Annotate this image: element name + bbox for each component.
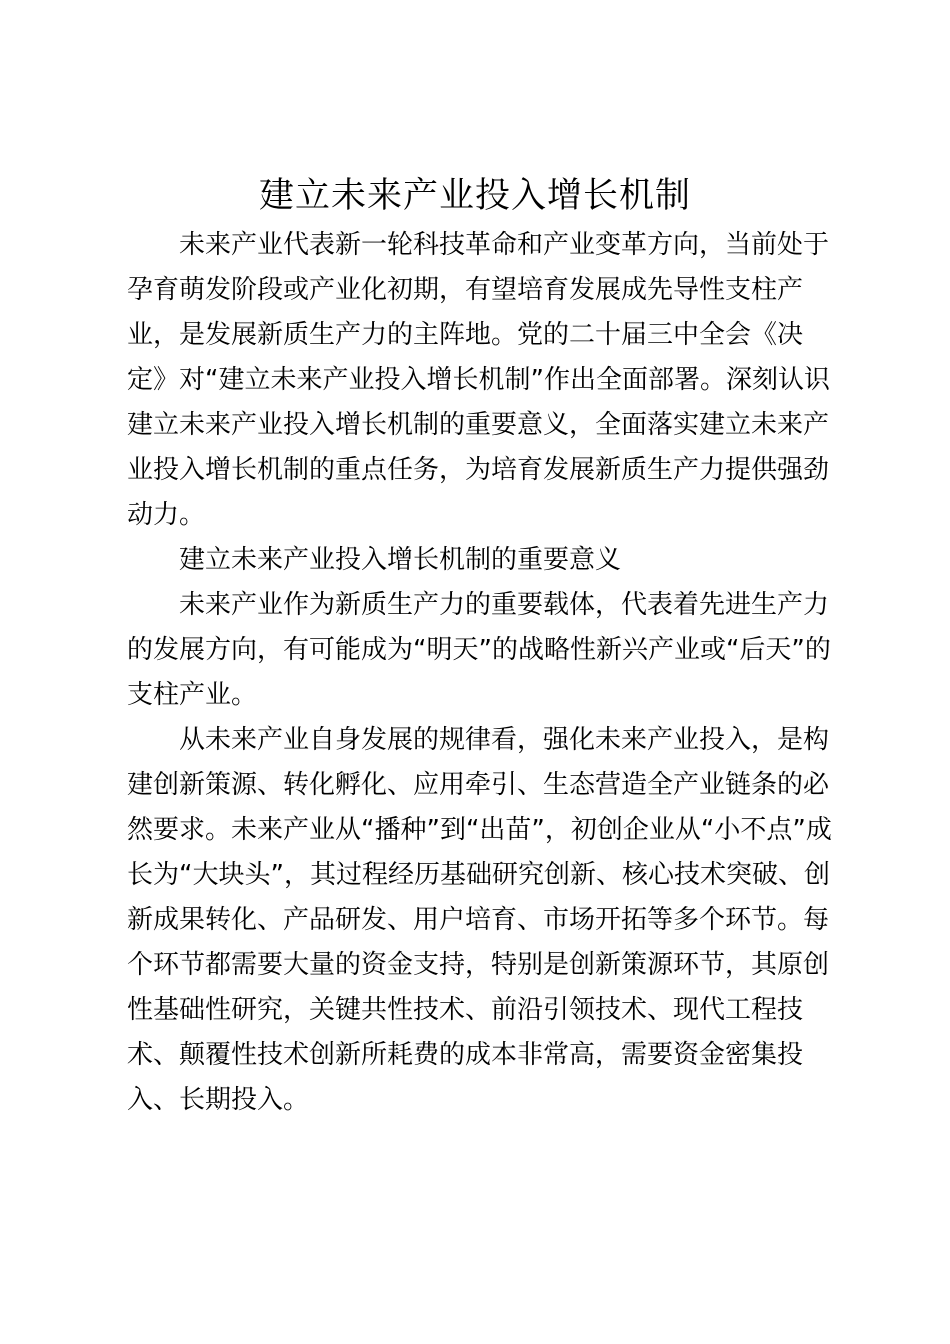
document-title: 建立未来产业投入增长机制: [258, 176, 691, 216]
paragraph-line: 个环节都需要大量的资金支持，特别是创新策源环节，其原创: [127, 950, 830, 980]
paragraph-line: 建立未来产业投入增长机制的重要意义，全面落实建立未来产: [127, 410, 830, 440]
paragraph-line: 孕育萌发阶段或产业化初期，有望培育发展成先导性支柱产: [127, 275, 804, 305]
paragraph-line: 业投入增长机制的重点任务，为培育发展新质生产力提供强劲: [127, 455, 830, 485]
section-heading-text: 建立未来产业投入增长机制的重要意义: [179, 545, 622, 575]
paragraph-line: 从未来产业自身发展的规律看，强化未来产业投入，是构: [179, 725, 830, 755]
paragraph-line: 长为“大块头”，其过程经历基础研究创新、核心技术突破、创: [127, 860, 830, 890]
paragraph-line: 然要求。未来产业从“播种”到“出苗”，初创企业从“小不点”成: [127, 815, 832, 845]
paragraph-line: 动力。: [127, 500, 206, 530]
paragraph-line: 入、长期投入。: [127, 1085, 310, 1115]
paragraph-line: 业，是发展新质生产力的主阵地。党的二十届三中全会《决: [127, 320, 804, 350]
paragraph-line: 的发展方向，有可能成为“明天”的战略性新兴产业或“后天”的: [127, 635, 831, 665]
paragraph-line: 性基础性研究，关键共性技术、前沿引领技术、现代工程技: [127, 995, 804, 1025]
paragraph-line: 建创新策源、转化孵化、应用牵引、生态营造全产业链条的必: [127, 770, 830, 800]
paragraph-line: 新成果转化、产品研发、用户培育、市场开拓等多个环节。每: [127, 905, 830, 935]
paragraph-line: 定》对“建立未来产业投入增长机制”作出全面部署。深刻认识: [127, 365, 830, 395]
paragraph-line: 支柱产业。: [127, 680, 258, 710]
paragraph-line: 未来产业作为新质生产力的重要载体，代表着先进生产力: [179, 590, 830, 620]
paragraph-line: 未来产业代表新一轮科技革命和产业变革方向，当前处于: [179, 230, 830, 260]
paragraph-line: 术、颠覆性技术创新所耗费的成本非常高，需要资金密集投: [127, 1040, 804, 1070]
